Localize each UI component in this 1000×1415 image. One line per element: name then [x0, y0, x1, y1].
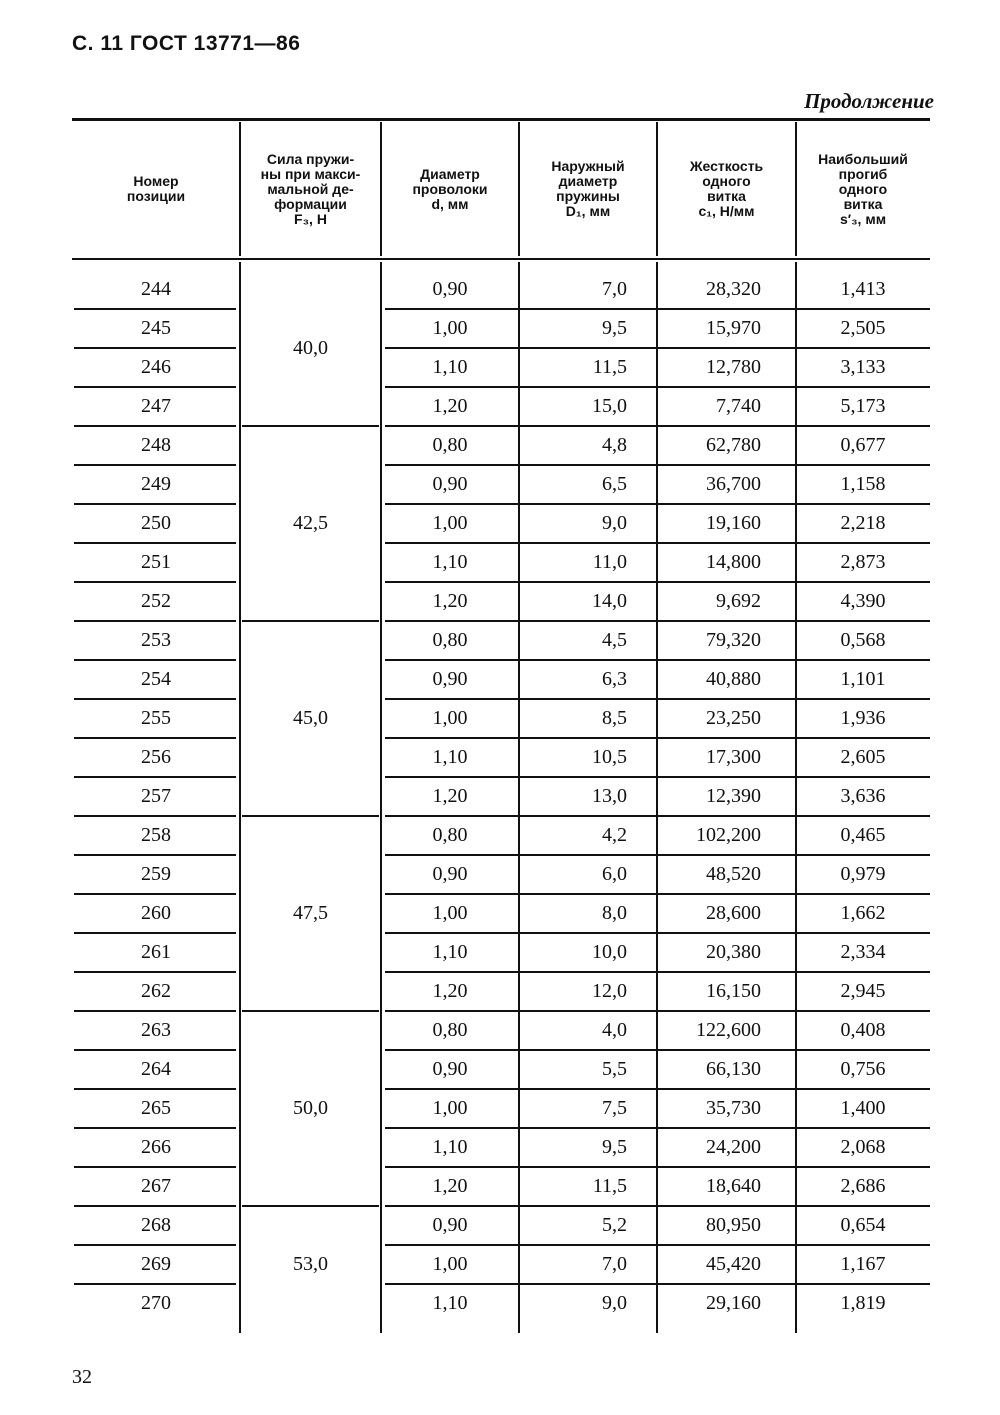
wire-diameter-cell: 0,90: [432, 473, 468, 495]
position-cell: 258: [141, 824, 171, 846]
outer-diameter-cell: 8,0: [602, 902, 627, 924]
table-row: [72, 543, 930, 582]
outer-diameter-cell: 7,0: [602, 1253, 627, 1275]
force-group-value: 47,5: [293, 902, 328, 924]
col-header-stiffness: Жесткость одного витка c₁, Н/мм: [689, 158, 764, 219]
table-row: [72, 582, 930, 621]
force-group-value: 53,0: [293, 1253, 328, 1275]
wire-diameter-cell: 0,90: [432, 668, 468, 690]
table-row: [72, 1284, 930, 1323]
position-cell: 263: [141, 1019, 171, 1041]
column-divider: [795, 122, 797, 256]
table-row: [72, 699, 930, 738]
column-divider: [380, 122, 382, 256]
table-row: [72, 348, 930, 387]
deflection-cell: 0,465: [840, 824, 886, 846]
stiffness-cell: 48,520: [706, 863, 761, 885]
wire-diameter-cell: 1,10: [432, 746, 468, 768]
stiffness-cell: 29,160: [706, 1292, 761, 1314]
wire-diameter-cell: 1,00: [432, 512, 468, 534]
outer-diameter-cell: 4,8: [602, 434, 627, 456]
table-row: [72, 270, 930, 309]
outer-diameter-cell: 13,0: [592, 785, 627, 807]
stiffness-cell: 66,130: [706, 1058, 761, 1080]
wire-diameter-cell: 0,90: [432, 1214, 468, 1236]
column-divider: [656, 262, 658, 1333]
table-row: [72, 1206, 930, 1245]
outer-diameter-cell: 4,2: [602, 824, 627, 846]
outer-diameter-cell: 7,5: [602, 1097, 627, 1119]
deflection-cell: 1,167: [840, 1253, 886, 1275]
position-cell: 265: [141, 1097, 171, 1119]
wire-diameter-cell: 1,00: [432, 902, 468, 924]
deflection-cell: 0,677: [840, 434, 886, 456]
column-divider: [239, 262, 241, 1333]
outer-diameter-cell: 10,0: [592, 941, 627, 963]
force-group-value: 40,0: [293, 336, 328, 359]
wire-diameter-cell: 0,80: [432, 629, 468, 651]
table-row: [72, 309, 930, 348]
table-row: [72, 465, 930, 504]
col-header-deflection: Наибольший прогиб одного витка s′₃, мм: [818, 150, 908, 227]
deflection-cell: 0,756: [840, 1058, 886, 1080]
stiffness-cell: 14,800: [706, 551, 761, 573]
column-divider: [518, 122, 520, 256]
outer-diameter-cell: 11,5: [592, 356, 627, 378]
position-cell: 249: [141, 473, 171, 495]
table-row: [72, 1089, 930, 1128]
deflection-cell: 0,568: [840, 629, 886, 651]
wire-diameter-cell: 0,80: [432, 434, 468, 456]
wire-diameter-cell: 1,00: [432, 317, 468, 339]
stiffness-cell: 7,740: [716, 395, 761, 417]
col-header-position: Номер позиции: [126, 173, 186, 204]
table-row: [72, 1128, 930, 1167]
wire-diameter-cell: 1,10: [432, 356, 468, 378]
position-cell: 264: [141, 1058, 171, 1080]
wire-diameter-cell: 1,00: [432, 1253, 468, 1275]
outer-diameter-cell: 6,0: [602, 863, 627, 885]
column-divider: [656, 122, 658, 256]
column-divider: [795, 262, 797, 1333]
stiffness-cell: 28,320: [706, 278, 761, 300]
position-cell: 256: [141, 746, 171, 768]
column-divider: [518, 262, 520, 1333]
table-row: [72, 387, 930, 426]
outer-diameter-cell: 7,0: [602, 278, 627, 300]
deflection-cell: 2,068: [840, 1136, 886, 1158]
outer-diameter-cell: 11,0: [592, 551, 627, 573]
deflection-cell: 2,873: [840, 551, 886, 573]
col-header-force: Сила пружи- ны при макси- мальной де- формации F₃, Н: [260, 150, 361, 227]
stiffness-cell: 45,420: [706, 1253, 761, 1275]
table-row: [72, 621, 930, 660]
outer-diameter-cell: 9,0: [602, 512, 627, 534]
outer-diameter-cell: 4,5: [602, 629, 627, 651]
position-cell: 251: [141, 551, 171, 573]
stiffness-cell: 80,950: [706, 1214, 761, 1236]
wire-diameter-cell: 0,80: [432, 824, 468, 846]
position-cell: 248: [141, 434, 171, 456]
outer-diameter-cell: 9,5: [602, 1136, 627, 1158]
deflection-cell: 1,158: [840, 473, 886, 495]
wire-diameter-cell: 1,20: [432, 785, 468, 807]
position-cell: 255: [141, 707, 171, 729]
position-cell: 270: [141, 1292, 171, 1314]
outer-diameter-cell: 12,0: [592, 980, 627, 1002]
position-cell: 266: [141, 1136, 171, 1158]
outer-diameter-cell: 15,0: [592, 395, 627, 417]
stiffness-cell: 17,300: [706, 746, 761, 768]
table-top-rule: [72, 118, 930, 121]
deflection-cell: 1,662: [840, 902, 886, 924]
table-row: [72, 855, 930, 894]
table-row: [72, 777, 930, 816]
stiffness-cell: 23,250: [706, 707, 761, 729]
deflection-cell: 3,636: [840, 785, 886, 807]
wire-diameter-cell: 1,20: [432, 590, 468, 612]
wire-diameter-cell: 1,00: [432, 707, 468, 729]
deflection-cell: 3,133: [840, 356, 886, 378]
table-row: [72, 894, 930, 933]
wire-diameter-cell: 0,90: [432, 863, 468, 885]
deflection-cell: 5,173: [840, 395, 886, 417]
wire-diameter-cell: 1,10: [432, 1292, 468, 1314]
wire-diameter-cell: 1,10: [432, 551, 468, 573]
position-cell: 246: [141, 356, 171, 378]
wire-diameter-cell: 1,20: [432, 980, 468, 1002]
force-group-value: 42,5: [293, 512, 328, 534]
column-divider: [239, 122, 241, 256]
table-row: [72, 816, 930, 855]
outer-diameter-cell: 11,5: [592, 1175, 627, 1197]
outer-diameter-cell: 6,5: [602, 473, 627, 495]
deflection-cell: 2,505: [840, 317, 886, 339]
table-row: [72, 738, 930, 777]
position-cell: 247: [141, 395, 171, 417]
stiffness-cell: 35,730: [706, 1097, 761, 1119]
position-cell: 260: [141, 902, 171, 924]
position-cell: 244: [141, 278, 171, 300]
position-cell: 252: [141, 590, 171, 612]
page-header: С. 11 ГОСТ 13771—86: [72, 32, 301, 55]
force-group-value: 50,0: [293, 1097, 328, 1119]
stiffness-cell: 18,640: [706, 1175, 761, 1197]
stiffness-cell: 9,692: [716, 590, 761, 612]
deflection-cell: 1,400: [840, 1097, 886, 1119]
deflection-cell: 1,936: [840, 707, 886, 729]
outer-diameter-cell: 9,5: [602, 317, 627, 339]
deflection-cell: 0,979: [840, 863, 886, 885]
deflection-cell: 0,654: [840, 1214, 886, 1236]
position-cell: 259: [141, 863, 171, 885]
stiffness-cell: 40,880: [706, 668, 761, 690]
stiffness-cell: 20,380: [706, 941, 761, 963]
outer-diameter-cell: 6,3: [602, 668, 627, 690]
stiffness-cell: 36,700: [706, 473, 761, 495]
outer-diameter-cell: 9,0: [602, 1292, 627, 1314]
deflection-cell: 2,605: [840, 746, 886, 768]
position-cell: 254: [141, 668, 171, 690]
table-row: [72, 933, 930, 972]
deflection-cell: 4,390: [840, 590, 886, 612]
deflection-cell: 1,101: [840, 668, 886, 690]
deflection-cell: 2,686: [840, 1175, 886, 1197]
deflection-cell: 2,218: [840, 512, 886, 534]
stiffness-cell: 122,600: [696, 1019, 761, 1041]
table-row: [72, 660, 930, 699]
position-cell: 250: [141, 512, 171, 534]
table-row: [72, 1245, 930, 1284]
stiffness-cell: 15,970: [706, 317, 761, 339]
wire-diameter-cell: 0,80: [432, 1019, 468, 1041]
stiffness-cell: 19,160: [706, 512, 761, 534]
table-row: [72, 504, 930, 543]
deflection-cell: 0,408: [840, 1019, 886, 1041]
stiffness-cell: 102,200: [696, 824, 761, 846]
deflection-cell: 1,413: [840, 278, 886, 300]
stiffness-cell: 79,320: [706, 629, 761, 651]
position-cell: 245: [141, 317, 171, 339]
wire-diameter-cell: 0,90: [432, 278, 468, 300]
deflection-cell: 1,819: [840, 1292, 886, 1314]
outer-diameter-cell: 14,0: [592, 590, 627, 612]
table-row: [72, 972, 930, 1011]
wire-diameter-cell: 0,90: [432, 1058, 468, 1080]
outer-diameter-cell: 10,5: [592, 746, 627, 768]
outer-diameter-cell: 4,0: [602, 1019, 627, 1041]
wire-diameter-cell: 1,20: [432, 1175, 468, 1197]
stiffness-cell: 62,780: [706, 434, 761, 456]
stiffness-cell: 28,600: [706, 902, 761, 924]
page-number: 32: [72, 1366, 92, 1388]
stiffness-cell: 24,200: [706, 1136, 761, 1158]
continuation-label: Продолжение: [804, 89, 934, 113]
position-cell: 253: [141, 629, 171, 651]
deflection-cell: 2,334: [840, 941, 886, 963]
wire-diameter-cell: 1,00: [432, 1097, 468, 1119]
table-row: [72, 1011, 930, 1050]
col-header-outer-diameter: Наружный диаметр пружины D₁, мм: [551, 158, 625, 219]
position-cell: 257: [141, 785, 171, 807]
wire-diameter-cell: 1,10: [432, 1136, 468, 1158]
position-cell: 269: [141, 1253, 171, 1275]
deflection-cell: 2,945: [840, 980, 886, 1002]
position-cell: 261: [141, 941, 171, 963]
position-cell: 262: [141, 980, 171, 1002]
table-header-rule: [72, 258, 930, 260]
force-group-value: 45,0: [293, 707, 328, 729]
outer-diameter-cell: 5,5: [602, 1058, 627, 1080]
stiffness-cell: 16,150: [706, 980, 761, 1002]
col-header-wire-diameter: Диаметр проволоки d, мм: [412, 165, 488, 212]
column-divider: [380, 262, 382, 1333]
table-row: [72, 1167, 930, 1206]
stiffness-cell: 12,390: [706, 785, 761, 807]
position-cell: 268: [141, 1214, 171, 1236]
table-row: [72, 426, 930, 465]
stiffness-cell: 12,780: [706, 356, 761, 378]
wire-diameter-cell: 1,10: [432, 941, 468, 963]
table-row: [72, 1050, 930, 1089]
outer-diameter-cell: 5,2: [602, 1214, 627, 1236]
wire-diameter-cell: 1,20: [432, 395, 468, 417]
outer-diameter-cell: 8,5: [602, 707, 627, 729]
position-cell: 267: [141, 1175, 171, 1197]
